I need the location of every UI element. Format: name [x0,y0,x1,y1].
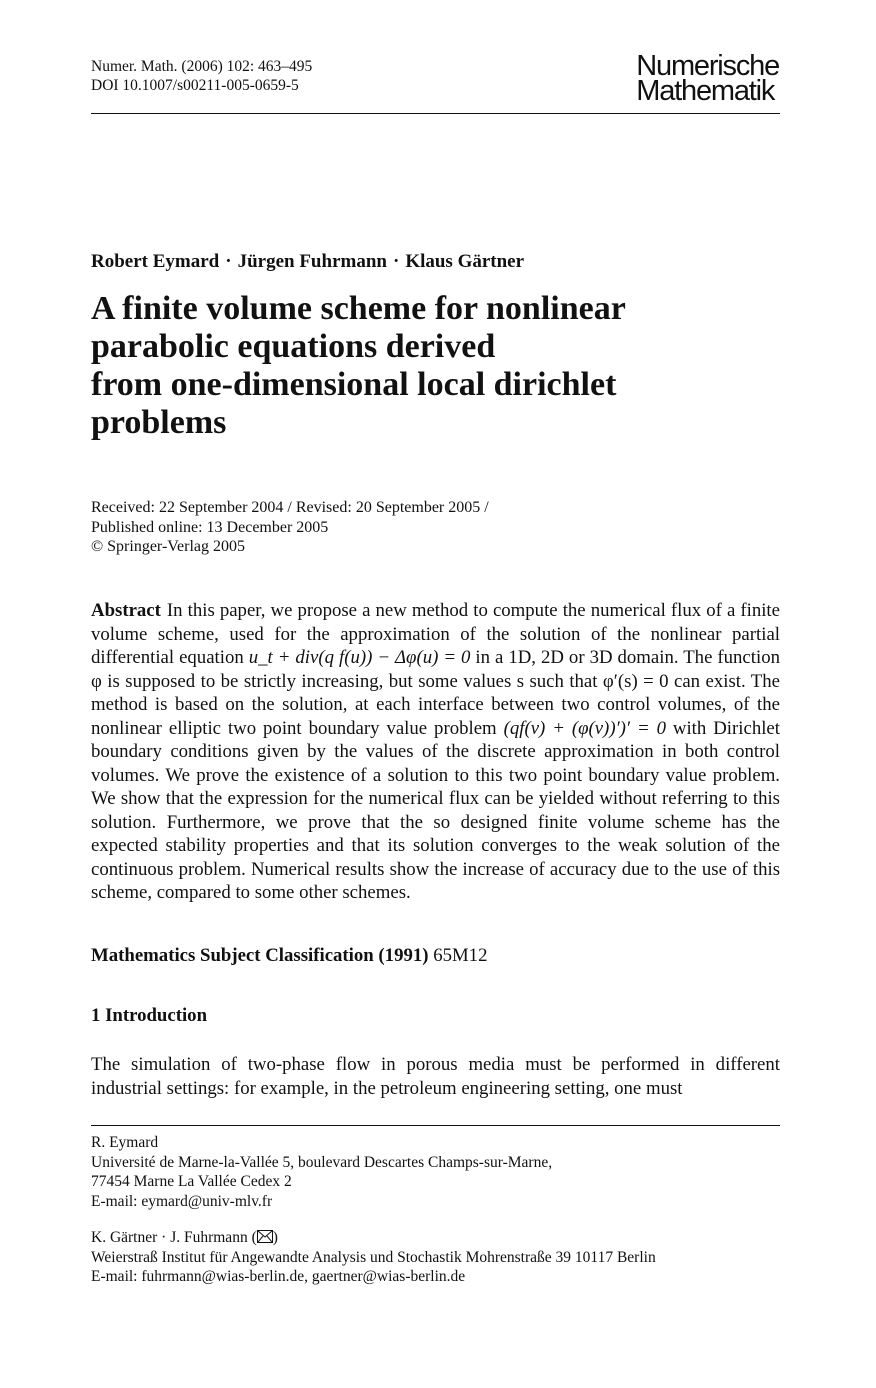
title-line: from one-dimensional local dirichlet [91,366,617,403]
author: Jürgen Fuhrmann [237,251,387,272]
citation-block [91,57,312,95]
author-separator: · [392,251,400,272]
affiliation-name-end: ) [272,1229,278,1246]
paper-page [91,0,780,1388]
affiliation-eymard [91,1133,552,1211]
msc-label: Mathematics Subject Classification (1991) [91,945,429,966]
doi: DOI 10.1007/s00211-005-0659-5 [91,77,299,94]
abstract [91,599,780,905]
footnote-divider [91,1125,780,1126]
title-line: problems [91,404,227,441]
affiliation-gaertner-fuhrmann [91,1228,656,1287]
affiliation-address: Université de Marne-la-Vallée 5, boulevard Descartes Champs-sur-Marne, [91,1153,553,1171]
citation: Numer. Math. (2006) 102: 463–495 [91,58,313,75]
title-line: A finite volume scheme for nonlinear [91,290,626,327]
header-divider [91,113,780,114]
equation: u_t + div(q f(u)) − Δφ(u) = 0 [248,647,471,668]
abstract-heading: Abstract [91,600,161,621]
affiliation-address: 77454 Marne La Vallée Cedex 2 [91,1173,292,1190]
journal-name-line1: Numerische [636,50,779,82]
abstract-text: In this paper, we propose a new method to compute the numerical flux of a finite volume scheme, used for the approximation of the solution of the nonlinear partial differential equation [91,600,780,668]
affiliation-email: E-mail: eymard@univ-mlv.fr [91,1192,273,1210]
affiliation-name-line [91,1228,656,1248]
copyright: © Springer-Verlag 2005 [91,538,246,555]
affiliation-email: E-mail: fuhrmann@wias-berlin.de, gaertner@wias-berlin.de [91,1268,466,1285]
author: Klaus Gärtner [405,251,525,272]
paper-title [91,290,780,442]
intro-paragraph: The simulation of two-phase flow in porous media must be performed in different industrial settings: for example, in the petroleum engineering setting, one must [91,1054,780,1099]
abstract-text: in a 1D, 2D or 3D domain. The function φ is supposed to be strictly increasing, but some values s such that φ′(s) = 0 can exist. The method is based on the solution, at each interface between two control volumes, of the nonlinear elliptic two point boundary value problem [91,647,780,739]
envelope-icon [257,1230,273,1243]
author-separator: · [225,251,232,272]
msc-value: 65M12 [433,945,488,966]
publication-dates [91,498,489,557]
affiliation-name: K. Gärtner · J. Fuhrmann ( [91,1229,257,1246]
affiliation-name: R. Eymard [91,1134,159,1151]
journal-name-line2: Mathematik [636,75,775,107]
journal-logo [636,50,779,107]
published-online: Published online: 13 December 2005 [91,518,329,536]
author-list [91,250,524,274]
equation: (qf(v) + (φ(v))′)′ = 0 [503,717,666,739]
section-heading: 1 Introduction [91,1005,208,1026]
received-revised: Received: 22 September 2004 / Revised: 20 September 2005 / [91,499,489,516]
subject-classification [91,944,487,968]
title-line: parabolic equations derived [91,328,496,365]
author: Robert Eymard [91,251,220,272]
affiliation-address: Weierstraß Institut für Angewandte Analysis und Stochastik Mohrenstraße 39 10117 Berlin [91,1248,656,1266]
abstract-text: with Dirichlet boundary conditions given by the values of the discrete approximation in both control volumes. We prove the existence of a solution to this two point boundary value problem. We show that the expression for the numerical flux can be yielded without referring to this solution. Furthermore, we prove that the so designed finite volume scheme has the expected stability properties and that its solution converges to the weak solution of the continuous problem. Numerical results show the increase of accuracy due to the use of this scheme, compared to some other schemes. [91,717,780,903]
